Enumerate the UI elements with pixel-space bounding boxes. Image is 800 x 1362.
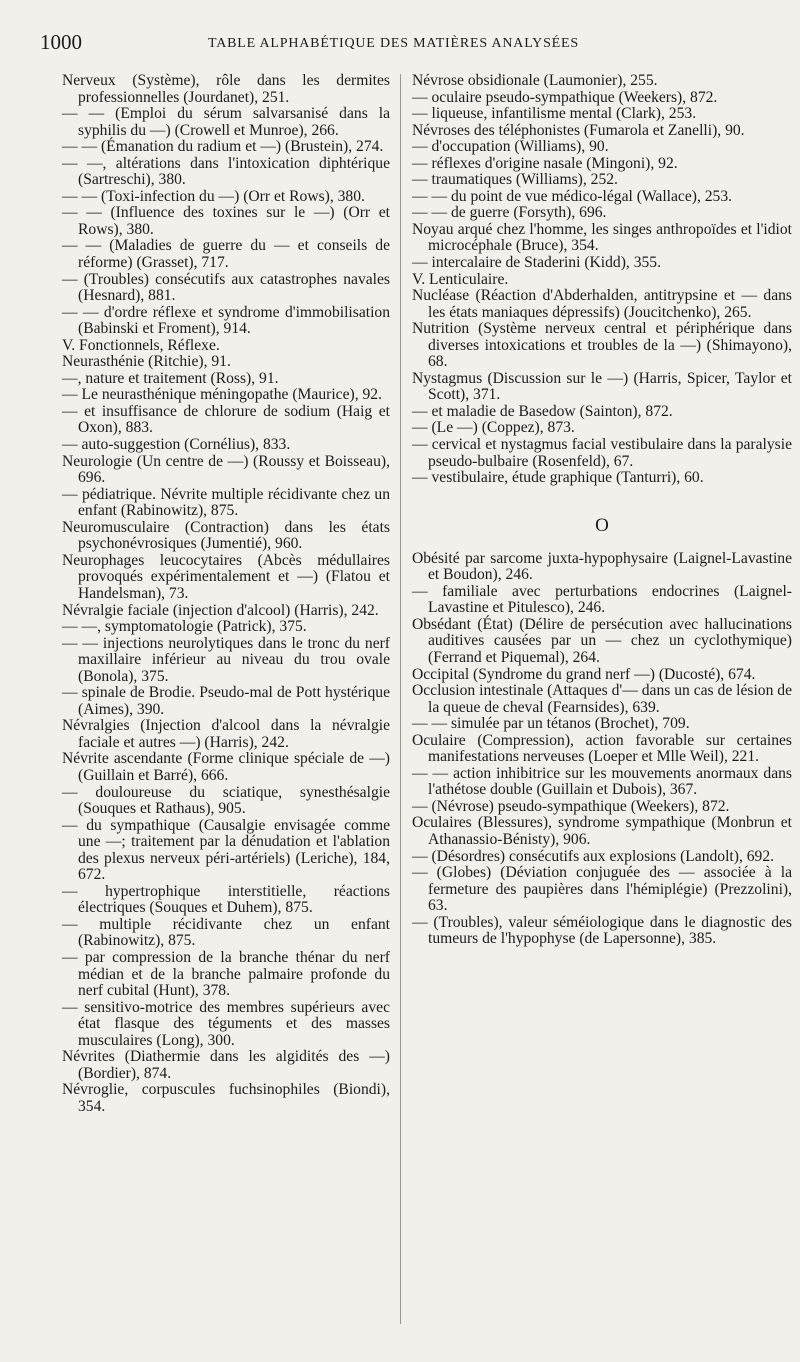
index-entry: Neurasthénie (Ritchie), 91. [62,353,231,371]
index-entry: Nucléase (Réaction d'Abderhalden, antitrypsine et — dans les états maniaques dépressifs) (Joucitchenko), 265. [412,287,792,321]
index-entry: Névralgie faciale (injection d'alcool) (Harris), 242. [62,601,379,619]
index-entry: — — de guerre (Forsyth), 696. [412,204,607,222]
index-entry: — par compression de la branche thénar du nerf médian et de la branche palmaire profonde du nerf cubital (Hunt), 378. [62,948,390,1000]
index-entry: — et insuffisance de chlorure de sodium (Haig et Oxon), 883. [62,402,390,437]
index-entry: — hypertrophique interstitielle, réactions électriques (Souques et Duhem), 875. [62,882,390,917]
index-entry: — — (Emploi du sérum salvarsanisé dans la syphilis du —) (Crowell et Munroe), 266. [62,105,390,139]
index-entry: Occipital (Syndrome du grand nerf —) (Ducosté), 674. [412,665,756,683]
index-entry: — — du point de vue médico-légal (Wallace), 253. [412,187,733,205]
index-entry: Oculaire (Compression), action favorable sur certaines manifestations nerveuses (Loeper et Mlle Weil), 221. [412,731,792,766]
index-entry: — — action inhibitrice sur les mouvements anormaux dans l'athétose double (Guillain et Dubois), 367. [412,764,792,799]
index-entry: — — simulée par un tétanos (Brochet), 709. [412,715,690,733]
page-header [40,30,782,56]
index-entry: — — (Maladies de guerre du — et conseils de réforme) (Grasset), 717. [62,237,390,272]
index-entry: — Le neurasthénique méningopathe (Maurice), 92. [62,386,382,404]
running-title: TABLE ALPHABÉTIQUE DES MATIÈRES ANALYSÉES [208,36,579,51]
index-entry: — d'occupation (Williams), 90. [412,138,609,156]
index-entry: — familiale avec perturbations endocrines (Laignel-Lavastine et Pitulesco), 246. [412,582,792,617]
index-entry: —, nature et traitement (Ross), 91. [62,369,279,387]
index-entry: — du sympathique (Causalgie envisagée comme une —; traitement par la dénudation et l'ablation des plexus nerveux péri-artériels) (Leriche), 184, 672. [62,816,390,884]
index-entry: Obsédant (État) (Délire de persécution avec hallucinations auditives causées par un — chez un cyclothymique) (Ferrand et Piquemal), 264. [412,615,792,666]
index-entry: — réflexes d'origine nasale (Mingoni), 92. [412,154,678,172]
index-entry: — — d'ordre réflexe et syndrome d'immobilisation (Babinski et Froment), 914. [62,303,390,338]
index-entry: Neurologie (Un centre de —) (Roussy et Boisseau), 696. [62,452,390,487]
index-entry: Nutrition (Système nerveux central et périphérique dans diverses intoxications et troubles de la —) (Shimayono), 68. [412,320,792,371]
index-entry: Névrite ascendante (Forme clinique spéciale de —) (Guillain et Barré), 666. [62,750,390,784]
index-entry: Névroses des téléphonistes (Fumarola et Zanelli), 90. [412,121,745,139]
index-entry: Oculaires (Blessures), syndrome sympathique (Monbrun et Athanassio-Bénisty), 906. [412,814,792,848]
index-entry: Nystagmus (Discussion sur le —) (Harris, Spicer, Taylor et Scott), 371. [412,369,792,404]
index-entry: — traumatiques (Williams), 252. [412,171,618,189]
index-entry: — (Troubles), valeur séméiologique dans le diagnostic des tumeurs de l'hypophyse (de Lapersonne), 385. [412,913,792,948]
index-entry: Noyau arqué chez l'homme, les singes anthropoïdes et l'idiot microcéphale (Bruce), 354. [412,220,792,255]
index-entry: — (Le —) (Coppez), 873. [412,419,575,437]
index-entry: Neurophages leucocytaires (Abcès médullaires provoqués expérimentalement et —) (Flatou et Handelsman), 73. [62,551,390,602]
index-entry: — intercalaire de Staderini (Kidd), 355. [412,254,661,272]
section-letter: O [595,514,609,536]
page-number: 1000 [40,30,82,54]
index-entry: Névrites (Diathermie dans les algidités des —) (Bordier), 874. [62,1048,390,1082]
index-entry: — et maladie de Basedow (Sainton), 872. [412,402,673,420]
index-entry: — cervical et nystagmus facial vestibulaire dans la paralysie pseudo-bulbaire (Rosenfeld), 67. [412,436,792,470]
index-entry: Névrose obsidionale (Laumonier), 255. [412,72,658,89]
index-entry: — liqueuse, infantilisme mental (Clark), 253. [412,105,697,123]
index-entry: Nerveux (Système), rôle dans les dermites professionnelles (Jourdanet), 251. [62,72,390,106]
index-entry: — oculaire pseudo-sympathique (Weekers), 872. [412,88,718,106]
index-entry: — — injections neurolytiques dans le tronc du nerf maxillaire inférieur au niveau du trou ovale (Bonola), 375. [62,634,390,685]
index-entry: Obésité par sarcome juxta-hypophysaire (Laignel-Lavastine et Boudon), 246. [412,549,792,584]
index-entry: — spinale de Brodie. Pseudo-mal de Pott hystérique (Aimes), 390. [62,684,390,718]
index-entry: V. Lenticulaire. [412,270,509,288]
index-entry: — —, altérations dans l'intoxication diphtérique (Sartreschi), 380. [62,154,390,189]
index-entry: — — (Toxi-infection du —) (Orr et Rows), 380. [62,187,365,205]
index-entry: — —, symptomatologie (Patrick), 375. [62,618,307,636]
index-entry: — multiple récidivante chez un enfant (Rabinowitz), 875. [62,915,390,950]
column-divider [400,74,401,1324]
index-entry: — — (Influence des toxines sur le —) (Orr et Rows), 380. [62,204,390,238]
right-column [412,73,792,948]
index-entry: Neuromusculaire (Contraction) dans les états psychonévrosiques (Jumentié), 960. [62,518,390,553]
left-column [62,73,390,1115]
index-entry: V. Fonctionnels, Réflexe. [62,336,220,354]
index-entry: — douloureuse du sciatique, synesthésalgie (Souques et Rathaus), 905. [62,783,390,818]
index-entry: — (Névrose) pseudo-sympathique (Weekers), 872. [412,797,730,815]
index-entry: — (Troubles) consécutifs aux catastrophes navales (Hesnard), 881. [62,270,390,305]
index-entry: Névroglie, corpuscules fuchsinophiles (Biondi), 354. [62,1081,390,1115]
index-entry: — (Globes) (Déviation conjuguée des — associée à la fermeture des paupières dans l'hémiplégie) (Prezzolini), 63. [412,864,792,915]
index-entry: — auto-suggestion (Cornélius), 833. [62,436,291,454]
index-entry: — sensitivo-motrice des membres supérieurs avec état flasque des téguments et des masses musculaires (Long), 300. [62,998,390,1049]
index-entry: Occlusion intestinale (Attaques d'— dans un cas de lésion de la queue de cheval (Fearnsides), 639. [412,682,792,716]
index-entry: — (Désordres) consécutifs aux explosions (Landolt), 692. [412,847,775,865]
index-entry: — vestibulaire, étude graphique (Tanturri), 60. [412,469,704,487]
index-entry: — — (Émanation du radium et —) (Brustein), 274. [62,138,384,156]
index-entry: — pédiatrique. Névrite multiple récidivante chez un enfant (Rabinowitz), 875. [62,485,390,520]
index-entry: Névralgies (Injection d'alcool dans la névralgie faciale et autres —) (Harris), 242. [62,717,390,751]
